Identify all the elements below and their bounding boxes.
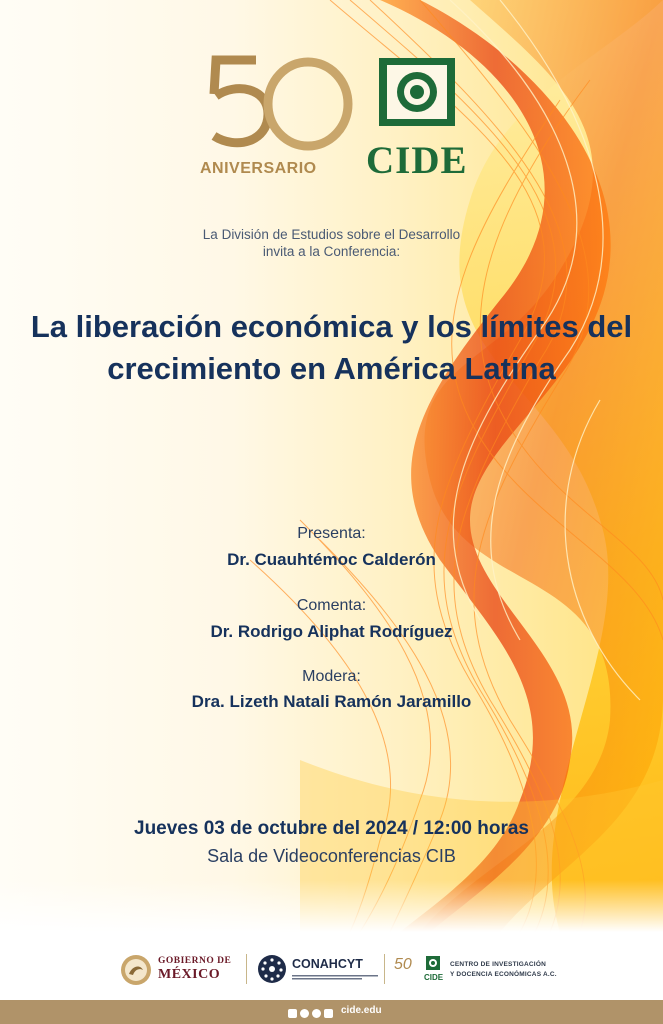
footer-cide-text: CIDE [424,973,444,982]
facebook-icon[interactable] [288,1009,297,1018]
social-icons [288,1006,336,1018]
number-50-graphic [206,52,356,152]
conahcyt-subtitle-graphic [292,974,378,980]
instagram-icon[interactable] [300,1009,309,1018]
centro-label-line-2: Y DOCENCIA ECONÓMICAS A.C. [450,971,557,978]
event-datetime: Jueves 03 de octubre del 2024 / 12:00 horas [134,818,529,839]
invitation-line-2: invita a la Conferencia: [262,244,401,259]
role-moderator: Modera: [302,668,361,685]
commentator-name: Dr. Rodrigo Aliphat Rodríguez [210,622,453,641]
role-presenter: Presenta: [297,525,366,542]
event-venue: Sala de Videoconferencias CIB [207,846,456,866]
footer-divider [384,954,385,984]
x-icon[interactable] [312,1009,321,1018]
presenter-name: Dr. Cuauhtémoc Calderón [227,550,436,569]
gobierno-label: GOBIERNO DE [158,956,232,966]
conference-title: La liberación económica y los límites del crecimiento en América Latina [30,309,633,386]
conahcyt-label: CONAHCYT [292,957,363,971]
cide-logo-mark [377,56,457,128]
conahcyt-logo-icon [257,954,287,984]
mexico-label: MÉXICO [158,967,221,982]
role-commentator: Comenta: [296,597,367,614]
cide-logo-text: CIDE [366,139,468,182]
website-link[interactable]: cide.edu [341,1005,382,1016]
anniversary-label: ANIVERSARIO [200,160,317,177]
youtube-icon[interactable] [324,1009,333,1018]
footer-50-logo: 50 [394,956,412,973]
centro-label-line-1: CENTRO DE INVESTIGACIÓN [450,961,546,968]
bottom-fade [0,880,663,932]
invitation-line-1: La División de Estudios sobre el Desarrollo [202,227,461,242]
footer-divider [246,954,247,984]
footer-cide-mark-icon [426,956,440,970]
mexico-seal-icon [120,954,152,986]
moderator-name: Dra. Lizeth Natali Ramón Jaramillo [191,692,472,711]
